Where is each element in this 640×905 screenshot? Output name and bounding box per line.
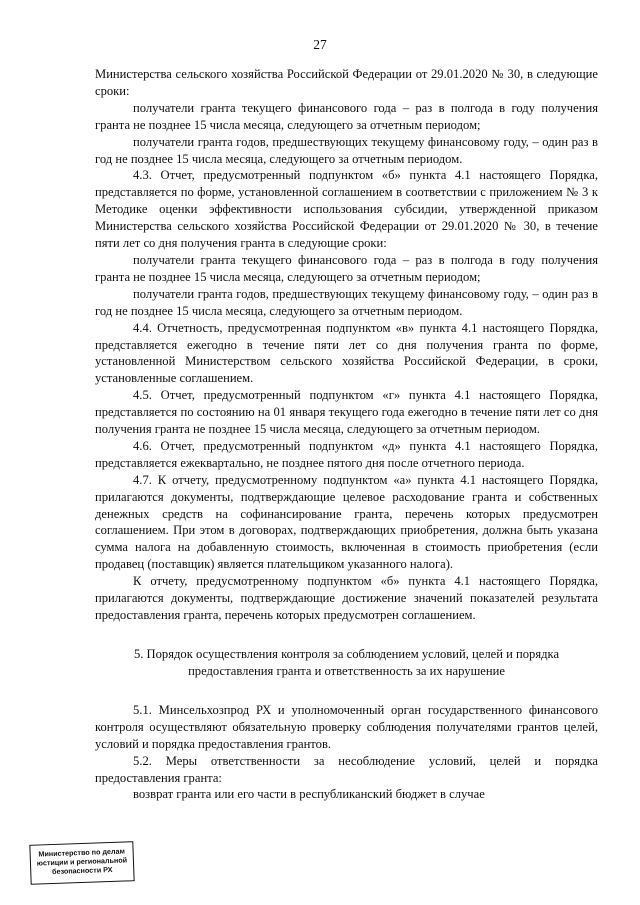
ministry-stamp <box>29 841 134 885</box>
paragraph: получатели гранта текущего финансового года – раз в полгода в году получения гранта не позднее 15 числа месяца, следующего за отчетным периодом; <box>95 100 598 132</box>
page-number: 27 <box>313 37 327 52</box>
paragraph: 5.1. Минсельхозпрод РХ и уполномоченный орган государственного финансового контроля осуществляют обязательную проверку соблюдения получателями грантов целей, условий и порядка предоставления грантов. <box>95 702 598 751</box>
paragraph: получатели гранта текущего финансового года – раз в полгода в году получения гранта не позднее 15 числа месяца, следующего за отчетным периодом; <box>95 252 598 284</box>
paragraph: 4.5. Отчет, предусмотренный подпунктом «г» пункта 4.1 настоящего Порядка, представляется по состоянию на 01 января текущего года ежегодно в течение пяти лет со дня получения гранта не позднее 15 числа месяца, следующего за отчетным периодом. <box>95 388 598 437</box>
paragraph: 5.2. Меры ответственности за несоблюдение условий, целей и порядка предоставления гранта: <box>95 753 598 785</box>
paragraph: 4.4. Отчетность, предусмотренная подпунктом «в» пункта 4.1 настоящего Порядка, представляется ежегодно в течение пяти лет со дня получения гранта по форме, установленной Министерством сельского хозяйства Российской Федерации, в сроки, установленные соглашением. <box>95 320 598 386</box>
paragraph: К отчету, предусмотренному подпунктом «б» пункта 4.1 настоящего Порядка, прилагаются документы, подтверждающие достижение значений показателей результата предоставления гранта, перечень которых предусмотрен соглашением. <box>95 574 598 622</box>
paragraph: 4.3. Отчет, предусмотренный подпунктом «б» пункта 4.1 настоящего Порядка, представляется по форме, установленной соглашением в соответствии с приложением № 3 к Методике оценки эффективности использования субсидии, утвержденной приказом Министерства сельского хозяйства Российской Федерации от 29.01.2020 № 30, в течение пяти лет со дня получения гранта в следующие сроки: <box>95 168 598 251</box>
paragraph: 4.6. Отчет, предусмотренный подпунктом «д» пункта 4.1 настоящего Порядка, представляется ежеквартально, не позднее пятого дня после отчетного периода. <box>95 438 598 470</box>
stamp-line: юстиции и региональной <box>36 855 128 868</box>
paragraph: возврат гранта или его части в республиканский бюджет в случае <box>133 787 485 802</box>
stamp-line: Министерство по делам <box>38 846 125 859</box>
paragraph: получатели гранта годов, предшествующих текущему финансовому году, – один раз в год не позднее 15 числа месяца, следующего за отчетным периодом. <box>95 134 598 166</box>
stamp-line: безопасности РХ <box>51 864 113 877</box>
paragraph: 4.7. К отчету, предусмотренному подпунктом «а» пункта 4.1 настоящего Порядка, прилагаются документы, подтверждающие целевое расходование гранта и собственных денежных средств на софинансирование гранта, перечень которых предусмотрен соглашением. При этом в договорах, подтверждающих приобретения, должна быть указана сумма налога на добавленную стоимость, включенная в стоимость приобретения (если продавец (поставщик) является плательщиком указанного налога). <box>95 472 598 572</box>
paragraph: Министерства сельского хозяйства Российской Федерации от 29.01.2020 № 30, в следующие сроки: <box>95 67 598 98</box>
paragraph: получатели гранта годов, предшествующих текущему финансовому году, – один раз в год не позднее 15 числа месяца, следующего за отчетным периодом. <box>95 286 598 318</box>
document-body <box>95 66 598 803</box>
section-heading: 5. Порядок осуществления контроля за соблюдением условий, целей и порядка предоставления гранта и ответственность за их нарушение <box>133 646 560 678</box>
